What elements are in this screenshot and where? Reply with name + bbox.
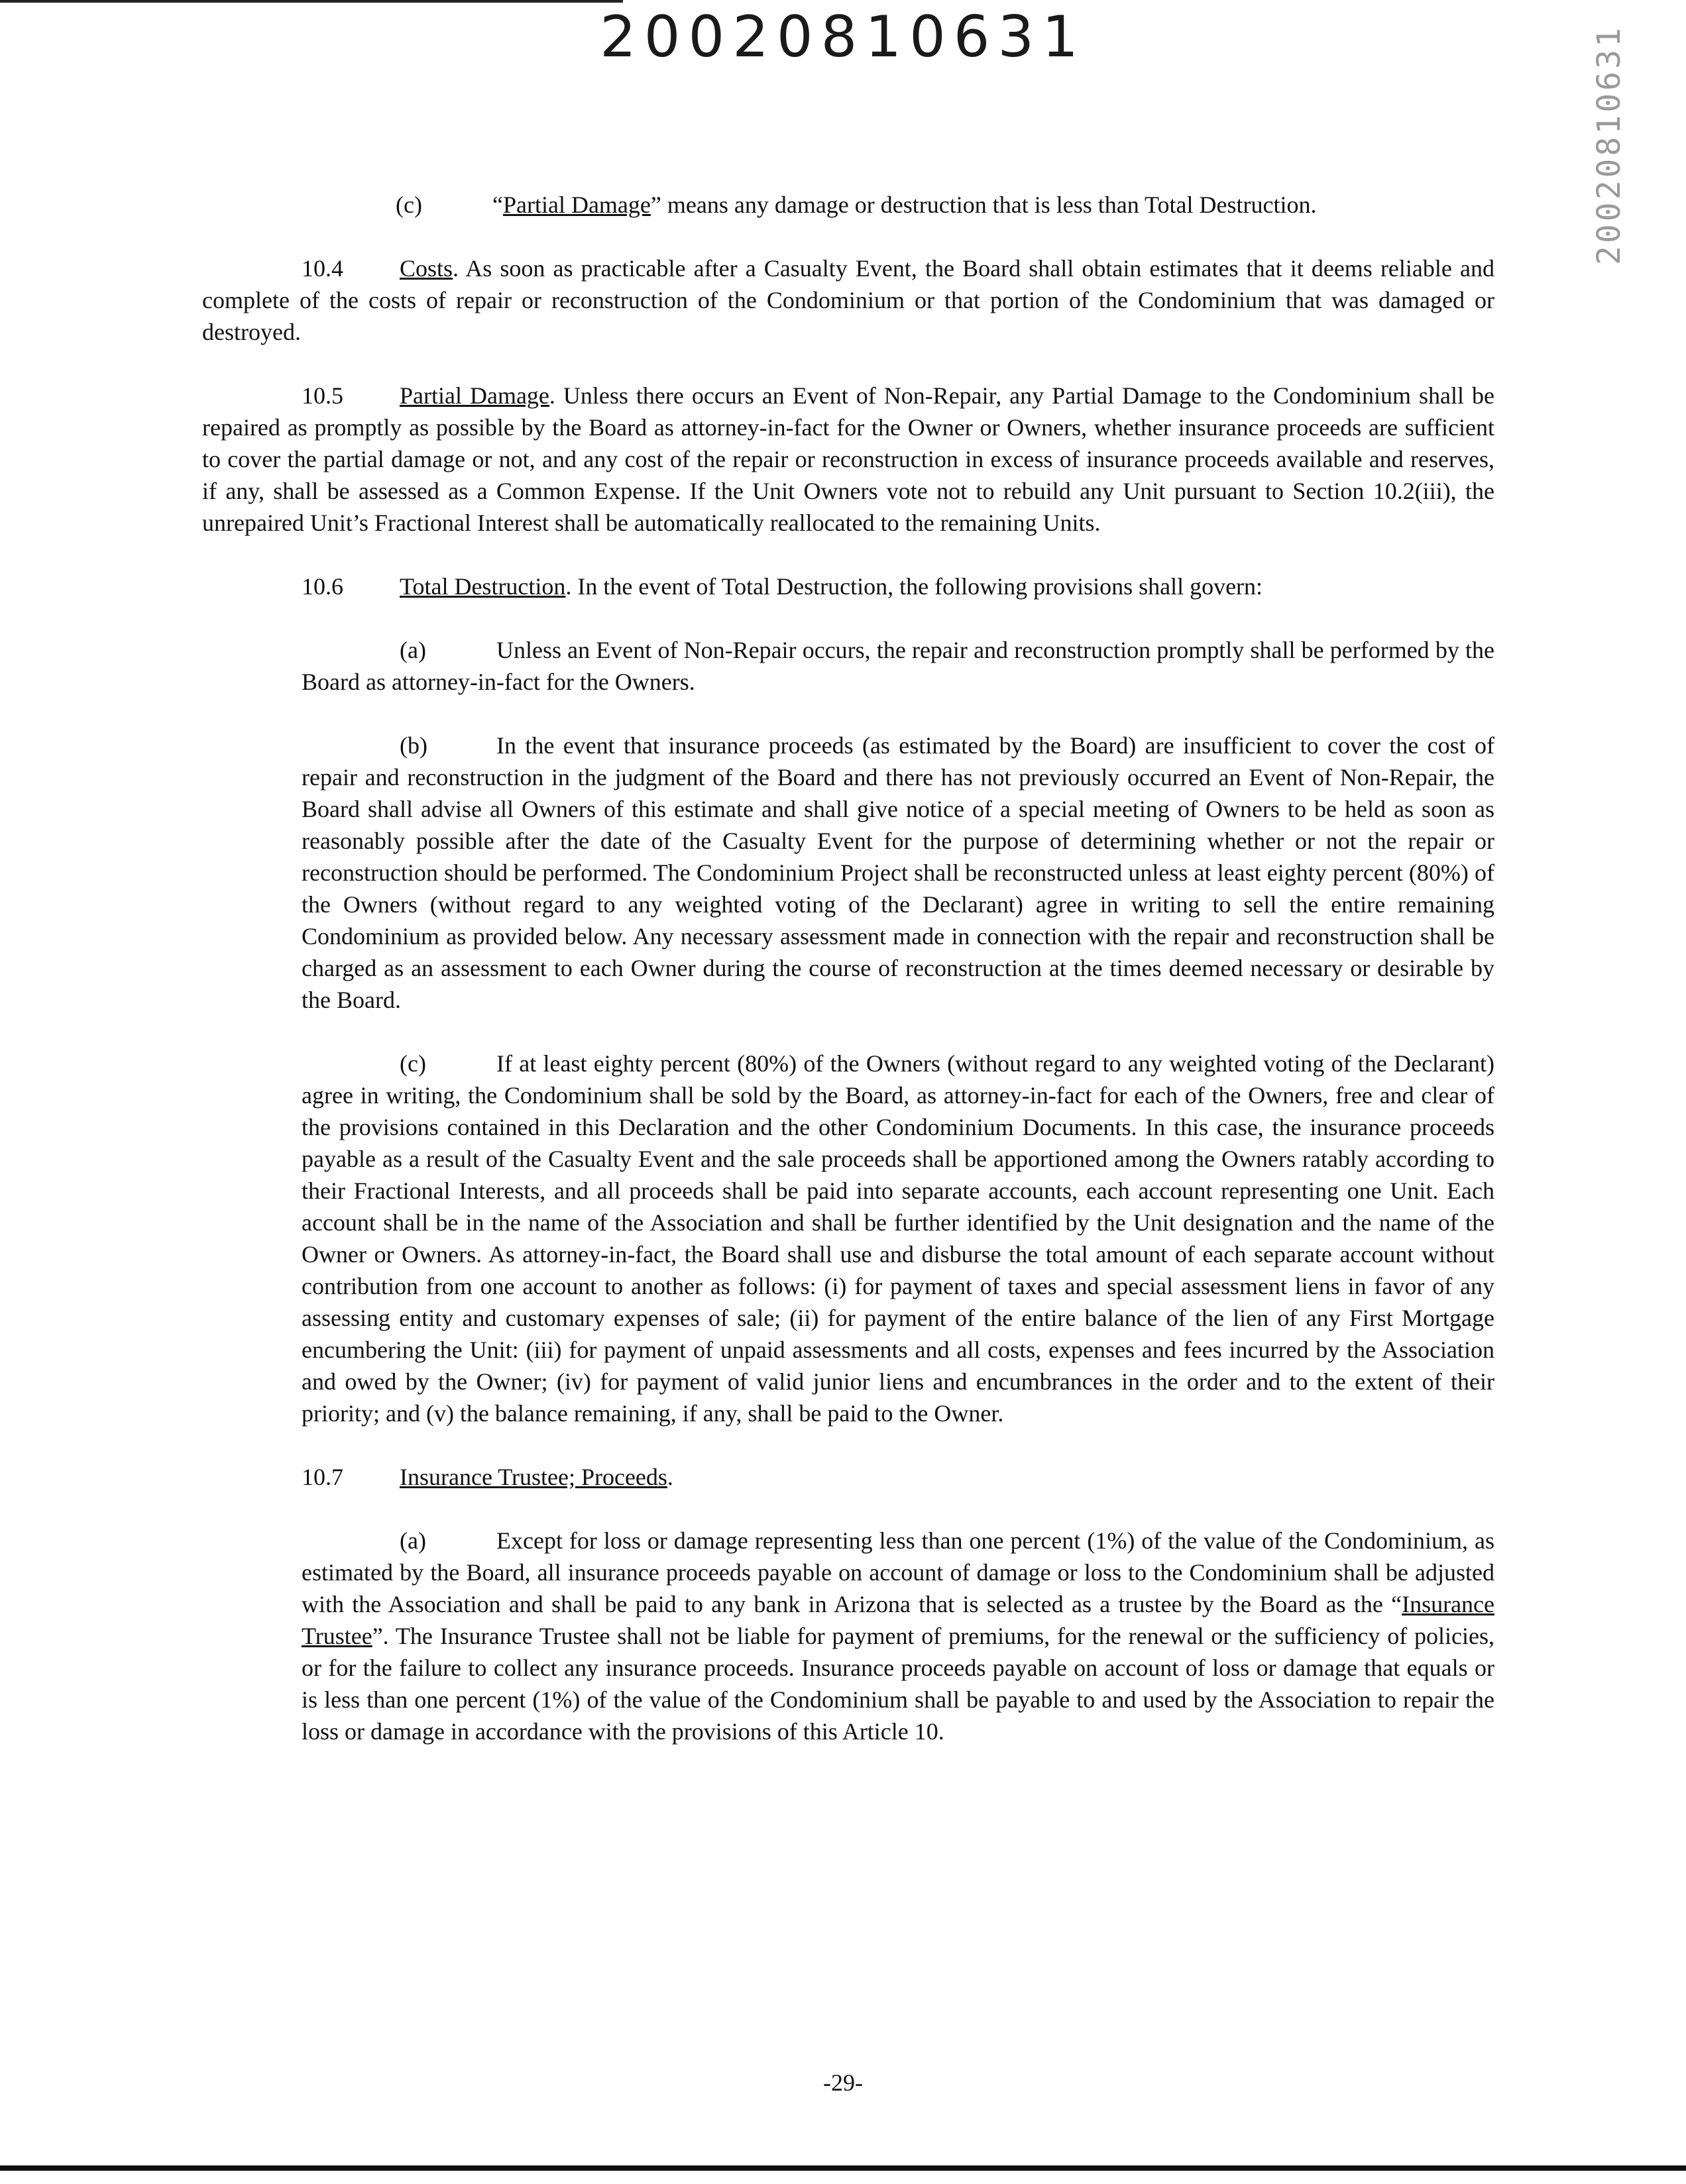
section-number: 10.7	[302, 1464, 343, 1490]
defined-term: Insurance Trustee	[302, 1591, 1494, 1649]
section-number: 10.6	[302, 573, 343, 600]
section-text: .	[667, 1464, 673, 1490]
defined-term: Partial Damage	[502, 191, 651, 218]
paragraph-10-6c	[302, 1048, 1494, 1429]
section-title: Partial Damage	[400, 382, 549, 409]
item-text: If at least eighty percent (80%) of the Owners (without regard to any weighted voting of the Declarant) agree in writing, the Condominium shall be sold by the Board, as attorney-in-fact for each of the Owners, free and clear of the provisions contained in this Declaration and the other Condominium Documents. In this case, the insurance proceeds payable as a result of the Casualty Event and the sale proceeds shall be apportioned among the Owners ratably according to their Fractional Interests, and all proceeds shall be paid into separate accounts, each account representing one Unit. Each account shall be in the name of the Association and shall be further identified by the Unit designation and the name of the Owner or Owners. As attorney-in-fact, the Board shall use and disburse the total amount of each separate account without contribution from one account to another as follows: (i) for payment of taxes and special assessment liens in favor of any assessing entity and customary expenses of sale; (ii) for payment of the entire balance of the lien of any First Mortgage encumbering the Unit: (iii) for payment of unpaid assessments and all costs, expenses and fees incurred by the Association and owed by the Owner; (iv) for payment of valid junior liens and encumbrances in the order and to the extent of their priority; and (v) the balance remaining, if any, shall be paid to the Owner.	[302, 1050, 1494, 1427]
paragraph-10-6b	[302, 730, 1494, 1016]
top-rule	[0, 0, 623, 3]
document-body	[202, 189, 1494, 1747]
section-number: 10.5	[302, 382, 343, 409]
side-stamp: 20020810631	[1591, 25, 1628, 265]
item-label: (b)	[400, 732, 427, 759]
item-text: Unless an Event of Non-Repair occurs, the repair and reconstruction promptly shall be performed by the Board as attorney-in-fact for the Owners.	[302, 637, 1494, 695]
section-title: Insurance Trustee; Proceeds	[400, 1464, 667, 1490]
section-text: . As soon as practicable after a Casualty Event, the Board shall obtain estimates that it deems reliable and complete of the costs of repair or reconstruction of the Condominium or that portion of the Condominium that was damaged or destroyed.	[202, 255, 1494, 345]
section-10-7	[302, 1461, 1494, 1493]
section-title: Costs	[400, 255, 453, 282]
document-number: 20020810631	[600, 4, 1086, 70]
section-10-4	[202, 252, 1494, 348]
item-label: (a)	[400, 1527, 426, 1554]
item-label: (c)	[396, 191, 422, 218]
section-10-6	[302, 571, 1494, 602]
section-10-5	[202, 380, 1494, 539]
section-text: . Unless there occurs an Event of Non-Repair, any Partial Damage to the Condominium shall be repaired as promptly as possible by the Board as attorney-in-fact for the Owner or Owners, whether insurance proceeds are sufficient to cover the partial damage or not, and any cost of the repair or reconstruction in excess of insurance proceeds available and reserves, if any, shall be assessed as a Common Expense. If the Unit Owners vote not to rebuild any Unit pursuant to Section 10.2(iii), the unrepaired Unit’s Fractional Interest shall be automatically reallocated to the remaining Units.	[202, 382, 1494, 536]
item-text: In the event that insurance proceeds (as estimated by the Board) are insufficient to cover the cost of repair and reconstruction in the judgment of the Board and there has not previously occurred an Event of Non-Repair, the Board shall advise all Owners of this estimate and shall give notice of a special meeting of Owners to be held as soon as reasonably possible after the date of the Casualty Event for the purpose of determining whether or not the repair or reconstruction should be performed. The Condominium Project shall be reconstructed unless at least eighty percent (80%) of the Owners (without regard to any weighted voting of the Declarant) agree in writing to sell the entire remaining Condominium as provided below. Any necessary assessment made in connection with the repair and reconstruction shall be charged as an assessment to each Owner during the course of reconstruction at the times deemed necessary or desirable by the Board.	[302, 732, 1494, 1013]
paragraph-10-7a: (a) Except for loss or damage representing less than one percent (1%) of the value of the Condominium, as estimated by the Board, all insurance proceeds payable on account of damage or loss to the Condominium shall be adjusted with the Association and shall be paid to any bank in Arizona that is selected as a trustee by the Board as the “Insurance Trustee”. The Insurance Trustee shall not be liable for payment of premiums, for the renewal or the sufficiency of policies, or for the failure to collect any insurance proceeds. Insurance proceeds payable on account of loss or damage that equals or is less than one percent (1%) of the value of the Condominium shall be payable to and used by the Association to repair the loss or damage in accordance with the provisions of this Article 10.	[302, 1525, 1494, 1747]
bottom-rule	[0, 2165, 1686, 2171]
page-number: -29-	[823, 2069, 863, 2096]
section-number: 10.4	[302, 255, 343, 282]
section-text: . In the event of Total Destruction, the following provisions shall govern:	[565, 573, 1263, 600]
item-label: (c)	[400, 1050, 426, 1077]
item-label: (a)	[400, 637, 426, 663]
paragraph-10-6a	[302, 634, 1494, 698]
section-title: Total Destruction	[400, 573, 566, 600]
paragraph-10-3c: (c) “Partial Damage” means any damage or destruction that is less than Total Destruction.	[202, 189, 1494, 221]
